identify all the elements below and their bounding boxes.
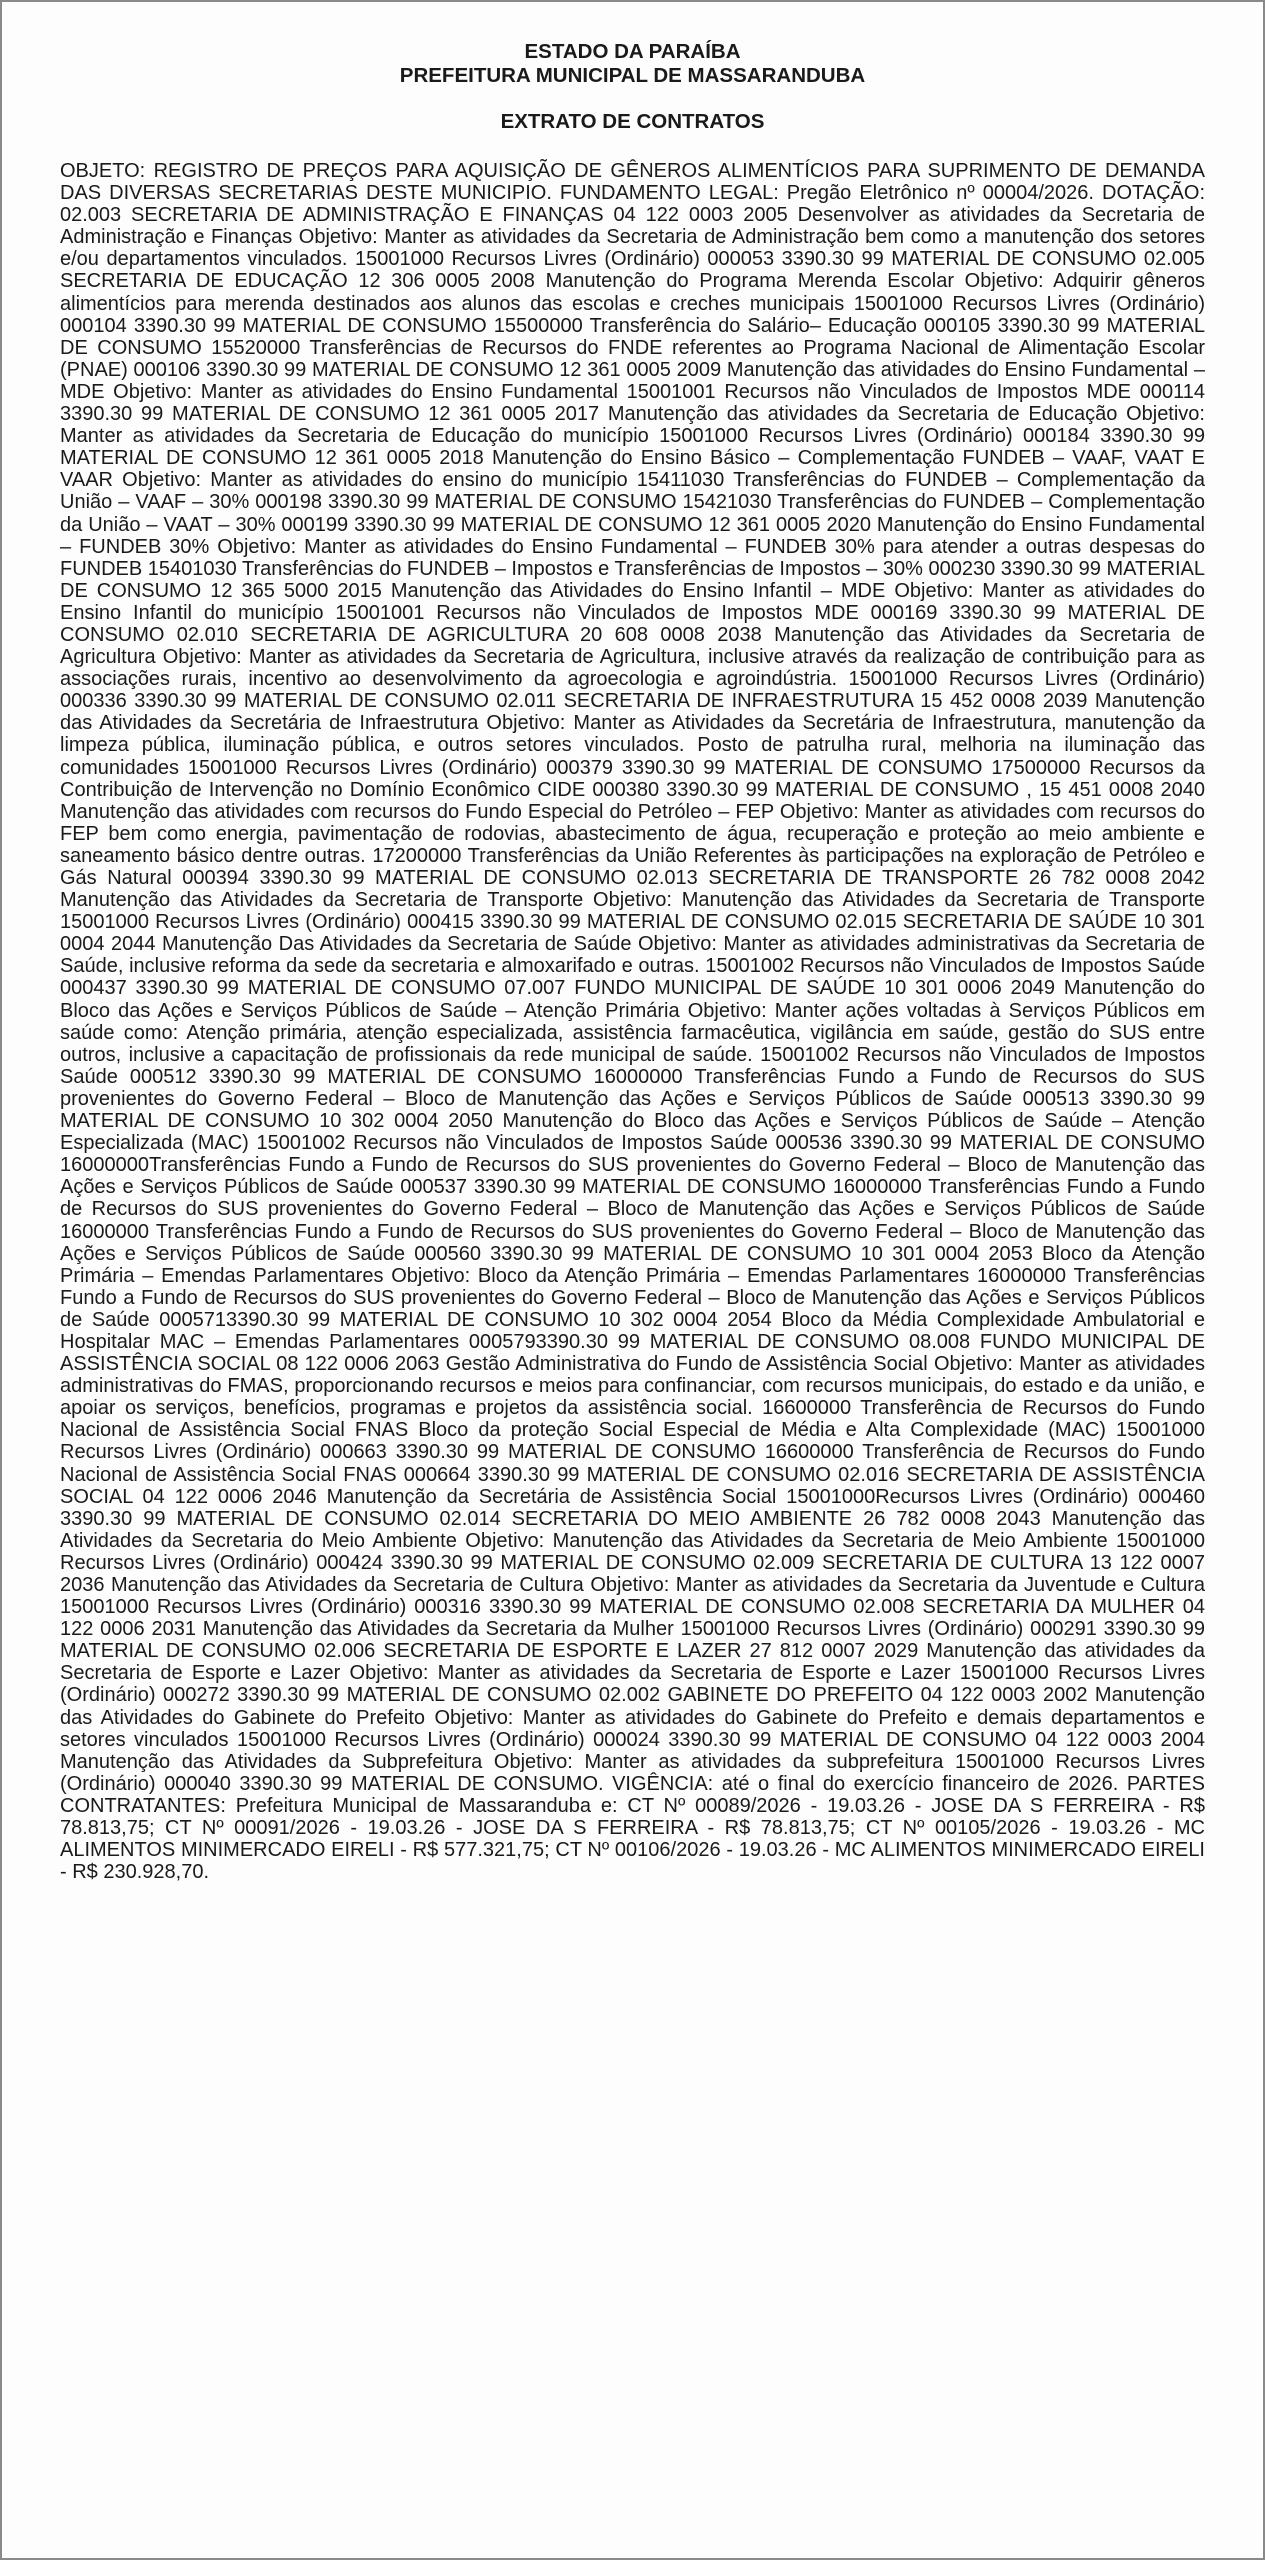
header-state: ESTADO DA PARAÍBA bbox=[524, 40, 741, 63]
document-title: EXTRATO DE CONTRATOS bbox=[500, 110, 765, 133]
contract-extract-body: OBJETO: REGISTRO DE PREÇOS PARA AQUISIÇÃO DE GÊNEROS ALIMENTÍCIOS PARA SUPRIMENTO DE DEMANDA DAS DIVERSAS SECRETARIAS DESTE MUNICIPIO. FUNDAMENTO LEGAL: Pregão Eletrônico nº 00004/2026. DOTAÇÃO: 02.003 SECRETARIA DE ADMINISTRAÇÃO E FINANÇAS 04 122 0003 2005 Desenvolver as atividades da Secretaria de Administração e Finanças Objetivo: Manter as atividades da Secretaria de Administração bem como a manutenção dos setores e/ou departamentos vinculados. 15001000 Recursos Livres (Ordinário) 000053 3390.30 99 MATERIAL DE CONSUMO 02.005 SECRETARIA DE EDUCAÇÃO 12 306 0005 2008 Manutenção do Programa Merenda Escolar Objetivo: Adquirir gêneros alimentícios para merenda destinados aos alunos das escolas e creches municipais 15001000 Recursos Livres (Ordinário) 000104 3390.30 99 MATERIAL DE CONSUMO 15500000 Transferência do Salário– Educação 000105 3390.30 99 MATERIAL DE CONSUMO 15520000 Transferências de Recursos do FNDE referentes ao Programa Nacional de Alimentação Escolar (PNAE) 000106 3390.30 99 MATERIAL DE CONSUMO 12 361 0005 2009 Manutenção das atividades do Ensino Fundamental – MDE Objetivo: Manter as atividades do Ensino Fundamental 15001001 Recursos não Vinculados de Impostos MDE 000114 3390.30 99 MATERIAL DE CONSUMO 12 361 0005 2017 Manutenção das atividades da Secretaria de Educação Objetivo: Manter as atividades da Secretaria de Educação do município 15001000 Recursos Livres (Ordinário) 000184 3390.30 99 MATERIAL DE CONSUMO 12 361 0005 2018 Manutenção do Ensino Básico – Complementação FUNDEB – VAAF, VAAT E VAAR Objetivo: Manter as atividades do ensino do município 15411030 Transferências do FUNDEB – Complementação da União – VAAF – 30% 000198 3390.30 99 MATERIAL DE CONSUMO 15421030 Transferências do FUNDEB – Complementação da União – VAAT – 30% 000199 3390.30 99 MATERIAL DE CONSUMO 12 361 0005 2020 Manutenção do Ensino Fundamental – FUNDEB 30% Objetivo: Manter as atividades do Ensino Fundamental – FUNDEB 30% para atender a outras despesas do FUNDEB 15401030 Transferências do FUNDEB – Impostos e Transferências de Impostos – 30% 000230 3390.30 99 MATERIAL DE CONSUMO 12 365 5000 2015 Manutenção das Atividades do Ensino Infantil – MDE Objetivo: Manter as atividades do Ensino Infantil do município 15001001 Recursos não Vinculados de Impostos MDE 000169 3390.30 99 MATERIAL DE CONSUMO 02.010 SECRETARIA DE AGRICULTURA 20 608 0008 2038 Manutenção das Atividades da Secretaria de Agricultura Objetivo: Manter as atividades da Secretaria de Agricultura, inclusive através da realização de contribuição para as associações rurais, incentivo ao desenvolvimento da agroecologia e agroindústria. 15001000 Recursos Livres (Ordinário) 000336 3390.30 99 MATERIAL DE CONSUMO 02.011 SECRETARIA DE INFRAESTRUTURA 15 452 0008 2039 Manutenção das Atividades da Secretária de Infraestrutura Objetivo: Manter as Atividades da Secretária de Infraestrutura, manutenção da limpeza pública, iluminação pública, e outros setores vinculados. Posto de patrulha rural, melhoria na iluminação das comunidades 15001000 Recursos Livres (Ordinário) 000379 3390.30 99 MATERIAL DE CONSUMO 17500000 Recursos da Contribuição de Intervenção no Domínio Econômico CIDE 000380 3390.30 99 MATERIAL DE CONSUMO , 15 451 0008 2040 Manutenção das atividades com recursos do Fundo Especial do Petróleo – FEP Objetivo: Manter as atividades com recursos do FEP bem como energia, pavimentação de rodovias, abastecimento de água, recuperação e proteção ao meio ambiente e saneamento básico dentre outras. 17200000 Transferências da União Referentes às participações na exploração de Petróleo e Gás Natural 000394 3390.30 99 MATERIAL DE CONSUMO 02.013 SECRETARIA DE TRANSPORTE 26 782 0008 2042 Manutenção das Atividades da Secretaria de Transporte Objetivo: Manutenção das Atividades da Secretaria de Transporte 15001000 Recursos Livres (Ordinário) 000415 3390.30 99 MATERIAL DE CONSUMO 02.015 SECRETARIA DE SAÚDE 10 301 0004 2044 Manutenção Das Atividades da Secretaria de Saúde Objetivo: Manter as atividades administrativas da Secretaria de Saúde, inclusive reforma da sede da secretaria e almoxarifado e outras. 15001002 Recursos não Vinculados de Impostos Saúde 000437 3390.30 99 MATERIAL DE CONSUMO 07.007 FUNDO MUNICIPAL DE SAÚDE 10 301 0006 2049 Manutenção do Bloco das Ações e Serviços Públicos de Saúde – Atenção Primária Objetivo: Manter ações voltadas à Serviços Públicos em saúde como: Atenção primária, atenção especializada, assistência farmacêutica, vigilância em saúde, gestão do SUS entre outros, inclusive a capacitação de profissionais da rede municipal de saúde. 15001002 Recursos não Vinculados de Impostos Saúde 000512 3390.30 99 MATERIAL DE CONSUMO 16000000 Transferências Fundo a Fundo de Recursos do SUS provenientes do Governo Federal – Bloco de Manutenção das Ações e Serviços Públicos de Saúde 000513 3390.30 99 MATERIAL DE CONSUMO 10 302 0004 2050 Manutenção do Bloco das Ações e Serviços Públicos de Saúde – Atenção Especializada (MAC) 15001002 Recursos não Vinculados de Impostos Saúde 000536 3390.30 99 MATERIAL DE CONSUMO 16000000Transferências Fundo a Fundo de Recursos do SUS provenientes do Governo Federal – Bloco de Manutenção das Ações e Serviços Públicos de Saúde 000537 3390.30 99 MATERIAL DE CONSUMO 16000000 Transferências Fundo a Fundo de Recursos do SUS provenientes do Governo Federal – Bloco de Manutenção das Ações e Serviços Públicos de Saúde 16000000 Transferências Fundo a Fundo de Recursos do SUS provenientes do Governo Federal – Bloco de Manutenção das Ações e Serviços Públicos de Saúde 000560 3390.30 99 MATERIAL DE CONSUMO 10 301 0004 2053 Bloco da Atenção Primária – Emendas Parlamentares Objetivo: Bloco da Atenção Primária – Emendas Parlamentares 16000000 Transferências Fundo a Fundo de Recursos do SUS provenientes do Governo Federal – Bloco de Manutenção das Ações e Serviços Públicos de Saúde 0005713390.30 99 MATERIAL DE CONSUMO 10 302 0004 2054 Bloco da Média Complexidade Ambulatorial e Hospitalar MAC – Emendas Parlamentares 0005793390.30 99 MATERIAL DE CONSUMO 08.008 FUNDO MUNICIPAL DE ASSISTÊNCIA SOCIAL 08 122 0006 2063 Gestão Administrativa do Fundo de Assistência Social Objetivo: Manter as atividades administrativas do FMAS, proporcionando recursos e meios para confinanciar, com recursos municipais, do estado e da união, e apoiar os serviços, benefícios, programas e projetos da assistência social. 16600000 Transferência de Recursos do Fundo Nacional de Assistência Social FNAS Bloco da proteção Social Especial de Média e Alta Complexidade (MAC) 15001000 Recursos Livres (Ordinário) 000663 3390.30 99 MATERIAL DE CONSUMO 16600000 Transferência de Recursos do Fundo Nacional de Assistência Social FNAS 000664 3390.30 99 MATERIAL DE CONSUMO 02.016 SECRETARIA DE ASSISTÊNCIA SOCIAL 04 122 0006 2046 Manutenção da Secretária de Assistência Social 15001000Recursos Livres (Ordinário) 000460 3390.30 99 MATERIAL DE CONSUMO 02.014 SECRETARIA DO MEIO AMBIENTE 26 782 0008 2043 Manutenção das Atividades da Secretaria do Meio Ambiente Objetivo: Manutenção das Atividades da Secretaria de Meio Ambiente 15001000 Recursos Livres (Ordinário) 000424 3390.30 99 MATERIAL DE CONSUMO 02.009 SECRETARIA DE CULTURA 13 122 0007 2036 Manutenção das Atividades da Secretaria de Cultura Objetivo: Manter as atividades da Secretaria da Juventude e Cultura 15001000 Recursos Livres (Ordinário) 000316 3390.30 99 MATERIAL DE CONSUMO 02.008 SECRETARIA DA MULHER 04 122 0006 2031 Manutenção das Atividades da Secretaria da Mulher 15001000 Recursos Livres (Ordinário) 000291 3390.30 99 MATERIAL DE CONSUMO 02.006 SECRETARIA DE ESPORTE E LAZER 27 812 0007 2029 Manutenção das atividades da Secretaria de Esporte e Lazer Objetivo: Manter as atividades da Secretaria de Esporte e Lazer 15001000 Recursos Livres (Ordinário) 000272 3390.30 99 MATERIAL DE CONSUMO 02.002 GABINETE DO PREFEITO 04 122 0003 2002 Manutenção das Atividades do Gabinete do Prefeito Objetivo: Manter as atividades do Gabinete do Prefeito e demais departamentos e setores vinculados 15001000 Recursos Livres (Ordinário) 000024 3390.30 99 MATERIAL DE CONSUMO 04 122 0003 2004 Manutenção das Atividades da Subprefeitura Objetivo: Manter as atividades da subprefeitura 15001000 Recursos Livres (Ordinário) 000040 3390.30 99 MATERIAL DE CONSUMO. VIGÊNCIA: até o final do exercício financeiro de 2026. PARTES CONTRATANTES: Prefeitura Municipal de Massaranduba e: CT Nº 00089/2026 - 19.03.26 - JOSE DA S FERREIRA - R$ 78.813,75; CT Nº 00091/2026 - 19.03.26 - JOSE DA S FERREIRA - R$ 78.813,75; CT Nº 00105/2026 - 19.03.26 - MC ALIMENTOS MINIMERCADO EIRELI - R$ 577.321,75; CT Nº 00106/2026 - 19.03.26 - MC ALIMENTOS MINIMERCADO EIRELI - R$ 230.928,70. bbox=[60, 160, 1205, 1884]
header-municipality: PREFEITURA MUNICIPAL DE MASSARANDUBA bbox=[399, 64, 866, 87]
